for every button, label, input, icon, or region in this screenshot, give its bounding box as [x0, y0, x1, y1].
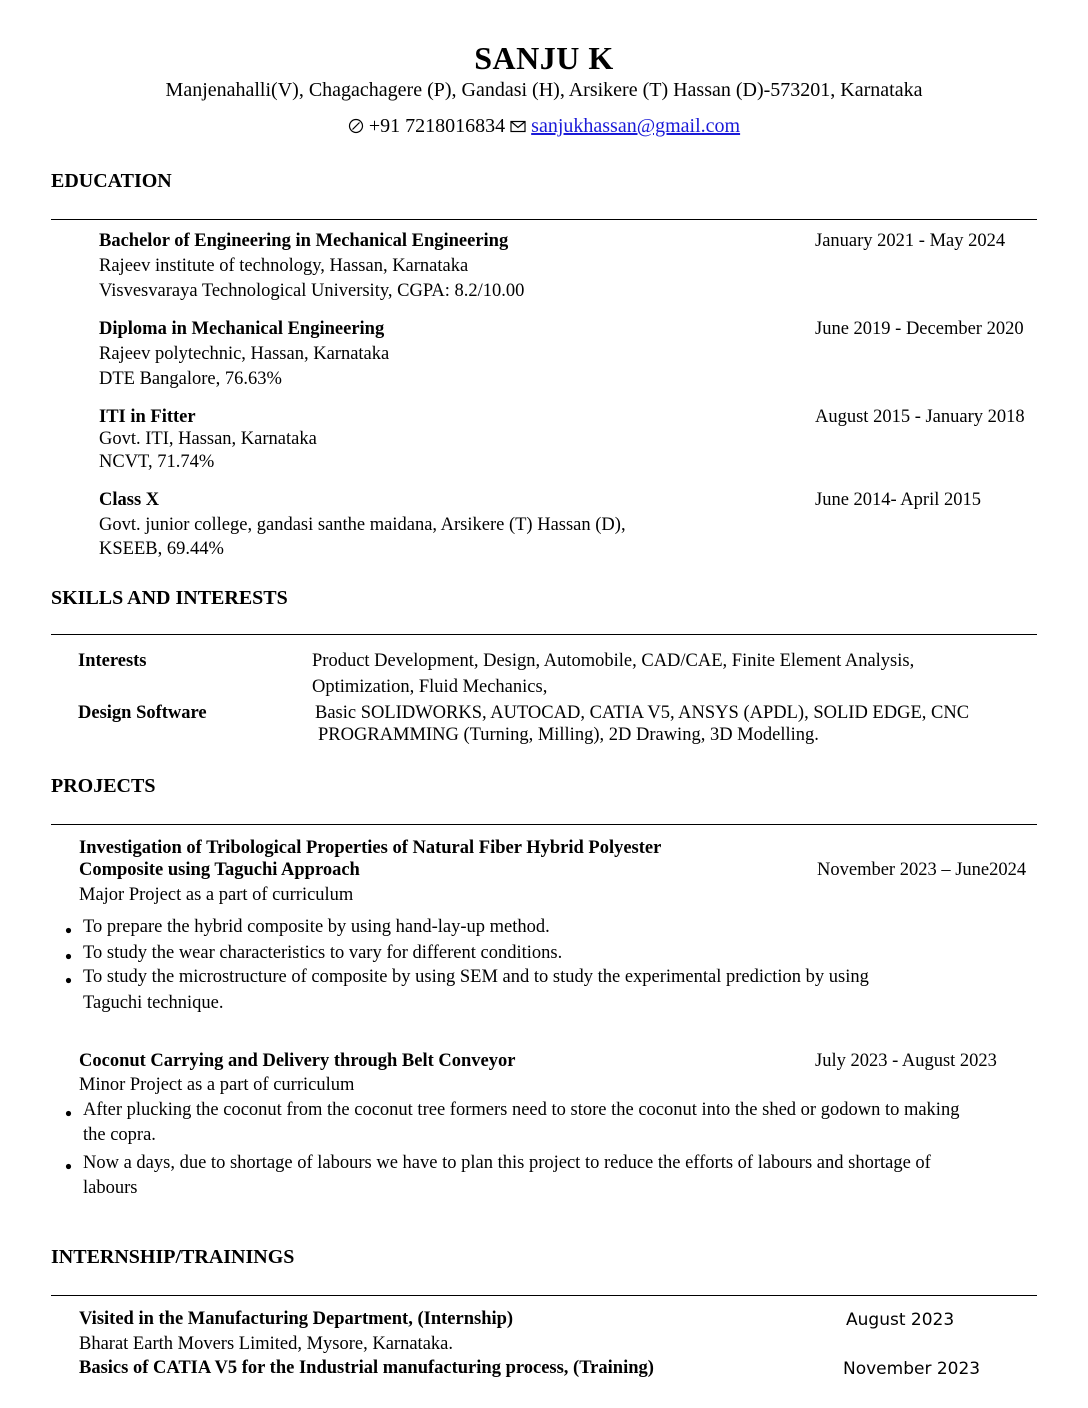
internship-date: August 2023 — [846, 1310, 955, 1330]
software-value: Basic SOLIDWORKS, AUTOCAD, CATIA V5, ANSYS (APDL), SOLID EDGE, CNC — [315, 703, 970, 723]
internship-name: Visited in the Manufacturing Department — [79, 1309, 409, 1329]
project-title: Composite using Taguchi Approach — [79, 860, 360, 880]
project-bullet-cont: labours — [83, 1178, 138, 1198]
internships-heading: INTERNSHIP/TRAININGS — [51, 1246, 295, 1268]
interests-value: Optimization, Fluid Mechanics, — [312, 677, 548, 697]
internship-type: , (Internship) — [408, 1309, 514, 1329]
edu-institution: Govt. junior college, gandasi santhe maidana, Arsikere (T) Hassan (D), — [99, 515, 626, 535]
edu-board: KSEEB, 69.44% — [99, 539, 224, 559]
phone-number: +91 7218016834 — [368, 115, 506, 137]
section-divider — [51, 1295, 1037, 1296]
candidate-name: SANJU K — [474, 40, 614, 76]
project-title: Coconut Carrying and Delivery through Belt Conveyor — [79, 1051, 516, 1071]
skills-heading: SKILLS AND INTERESTS — [51, 587, 288, 609]
edu-board: NCVT, 71.74% — [99, 452, 215, 472]
edu-dates: January 2021 - May 2024 — [815, 231, 1006, 251]
edu-dates: August 2015 - January 2018 — [815, 407, 1025, 427]
project-bullet: To study the wear characteristics to vary for different conditions. — [83, 943, 563, 963]
edu-dates: June 2014- April 2015 — [815, 490, 981, 510]
phone-icon — [348, 115, 369, 137]
project-bullet: To study the microstructure of composite by using SEM and to study the experimental prediction by using — [83, 967, 869, 987]
edu-dates: June 2019 - December 2020 — [815, 319, 1024, 339]
edu-degree: Bachelor of Engineering in Mechanical Engineering — [99, 231, 509, 251]
projects-heading: PROJECTS — [51, 775, 156, 797]
edu-board: DTE Bangalore, 76.63% — [99, 369, 282, 389]
education-heading: EDUCATION — [51, 170, 172, 192]
project-bullet: To prepare the hybrid composite by using hand-lay-up method. — [83, 917, 550, 937]
project-bullet: After plucking the coconut from the coconut tree formers need to store the coconut into the shed or godown to making — [83, 1100, 960, 1120]
project-dates: July 2023 - August 2023 — [815, 1051, 997, 1071]
project-dates: November 2023 – June2024 — [817, 860, 1027, 880]
address: Manjenahalli(V), Chagachagere (P), Gandasi (H), Arsikere (T) Hassan (D)-573201, Karnataka — [165, 79, 923, 101]
section-divider — [51, 219, 1037, 220]
email-link[interactable]: sanjukhassan@gmail.com — [531, 115, 741, 137]
bullet-icon — [64, 1162, 73, 1171]
section-divider — [51, 634, 1037, 635]
software-value: PROGRAMMING (Turning, Milling), 2D Drawing, 3D Modelling. — [318, 725, 819, 745]
project-subtitle: Minor Project as a part of curriculum — [79, 1075, 355, 1095]
bullet-icon — [64, 976, 73, 985]
edu-institution: Govt. ITI, Hassan, Karnataka — [99, 429, 317, 449]
project-bullet-cont: the copra. — [83, 1125, 156, 1145]
edu-degree: ITI in Fitter — [99, 407, 196, 427]
edu-institution: Rajeev institute of technology, Hassan, Karnataka — [99, 256, 469, 276]
section-divider — [51, 824, 1037, 825]
project-bullet: Now a days, due to shortage of labours we have to plan this project to reduce the efforts of labours and shortage of — [83, 1153, 931, 1173]
training-title: Basics of CATIA V5 for the Industrial manufacturing process, (Training) — [79, 1358, 654, 1378]
project-title: Investigation of Tribological Properties of Natural Fiber Hybrid Polyester — [79, 838, 662, 858]
project-bullet-cont: Taguchi technique. — [83, 993, 224, 1013]
edu-degree: Class X — [99, 490, 160, 510]
bullet-icon — [64, 952, 73, 961]
interests-value: Product Development, Design, Automobile, CAD/CAE, Finite Element Analysis, — [312, 651, 915, 671]
email-icon — [510, 115, 531, 137]
edu-board: Visvesvaraya Technological University, CGPA: 8.2/10.00 — [99, 281, 525, 301]
contact-line — [0, 115, 1088, 138]
internship-org: Bharat Earth Movers Limited, Mysore, Karnataka. — [79, 1334, 453, 1354]
software-label: Design Software — [78, 703, 207, 723]
interests-label: Interests — [78, 651, 147, 671]
bullet-icon — [64, 926, 73, 935]
bullet-icon — [64, 1109, 73, 1118]
edu-degree: Diploma in Mechanical Engineering — [99, 319, 385, 339]
project-subtitle: Major Project as a part of curriculum — [79, 885, 354, 905]
edu-institution: Rajeev polytechnic, Hassan, Karnataka — [99, 344, 390, 364]
internship-title — [79, 1309, 513, 1330]
training-date: November 2023 — [843, 1359, 981, 1379]
